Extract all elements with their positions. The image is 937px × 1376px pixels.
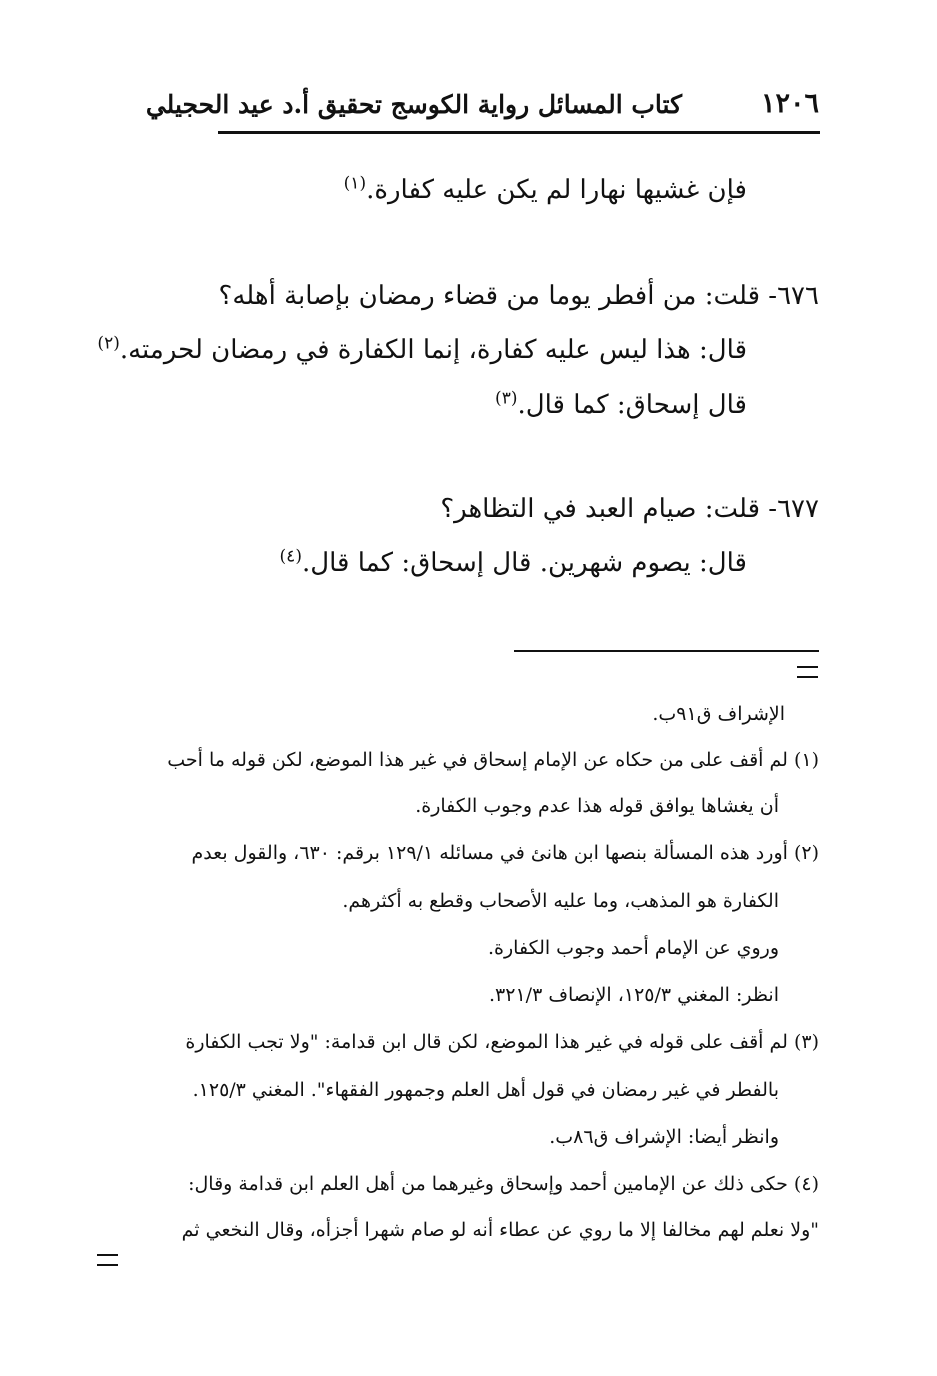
footnote-continuation: الإشراف ق٩١ب. xyxy=(652,703,785,725)
header-rule xyxy=(218,131,820,134)
running-header-title: كتاب المسائل رواية الكوسج تحقيق أ.د عيد الحجيلي xyxy=(145,90,682,119)
page-number: ١٢٠٦ xyxy=(760,88,819,119)
question-677: ٦٧٧- قلت: صيام العبد في التظاهر؟ xyxy=(440,494,819,524)
footnote-ref-4: (٤) xyxy=(279,546,302,567)
footnote-4-line-2: "ولا نعلم لهم مخالفا إلا ما روي عن عطاء أنه لو صام شهرا أجزأه، وقال النخعي ثم xyxy=(181,1219,819,1241)
answer-677 xyxy=(280,548,747,578)
answer-676-ishaq xyxy=(495,390,747,420)
continuation-mark xyxy=(797,666,818,678)
footnote-1-line-2: أن يغشاها يوافق قوله هذا عدم وجوب الكفارة. xyxy=(415,795,779,817)
footnote-2-line-3: وروي عن الإمام أحمد وجوب الكفارة. xyxy=(488,937,779,959)
footnote-3-line-1: (٣) لم أقف على قوله في غير هذا الموضع، لكن قال ابن قدامة: "ولا تجب الكفارة xyxy=(185,1031,819,1053)
continuation-mark xyxy=(97,1254,118,1266)
footnote-4-line-1: (٤) حكى ذلك عن الإمامين أحمد وإسحاق وغيرهما من أهل العلم ابن قدامة وقال: xyxy=(188,1173,819,1195)
answer-676-ahmad xyxy=(97,335,747,365)
body-text: قال: هذا ليس عليه كفارة، إنما الكفارة في رمضان لحرمته. xyxy=(119,335,747,365)
footnote-2-line-1: (٢) أورد هذه المسألة بنصها ابن هانئ في مسائله ١٢٩/١ برقم: ٦٣٠، والقول بعدم xyxy=(191,842,819,864)
body-text: قال: يصوم شهرين. قال إسحاق: كما قال. xyxy=(301,548,747,578)
footnote-3-line-2: بالفطر في غير رمضان في قول أهل العلم وجمهور الفقهاء". المغني ١٢٥/٣. xyxy=(192,1079,779,1101)
footnote-2-line-2: الكفارة هو المذهب، وما عليه الأصحاب وقطع به أكثرهم. xyxy=(342,890,779,912)
footnote-1-line-1: (١) لم أقف على من حكاه عن الإمام إسحاق في غير هذا الموضع، لكن قوله ما أحب xyxy=(167,749,819,771)
body-line-1 xyxy=(344,175,747,205)
footnote-ref-2: (٢) xyxy=(97,333,120,354)
footnote-separator xyxy=(514,650,819,652)
body-text: قال إسحاق: كما قال. xyxy=(517,390,747,420)
footnote-3-line-3: وانظر أيضا: الإشراف ق٨٦ب. xyxy=(549,1126,779,1148)
footnote-ref-1: (١) xyxy=(343,173,367,194)
question-676: ٦٧٦- قلت: من أفطر يوما من قضاء رمضان بإصابة أهله؟ xyxy=(218,281,819,311)
body-text: فإن غشيها نهارا لم يكن عليه كفارة. xyxy=(366,175,747,205)
footnote-ref-3: (٣) xyxy=(495,388,518,409)
footnote-2-line-4: انظر: المغني ١٢٥/٣، الإنصاف ٣٢١/٣. xyxy=(489,984,779,1006)
